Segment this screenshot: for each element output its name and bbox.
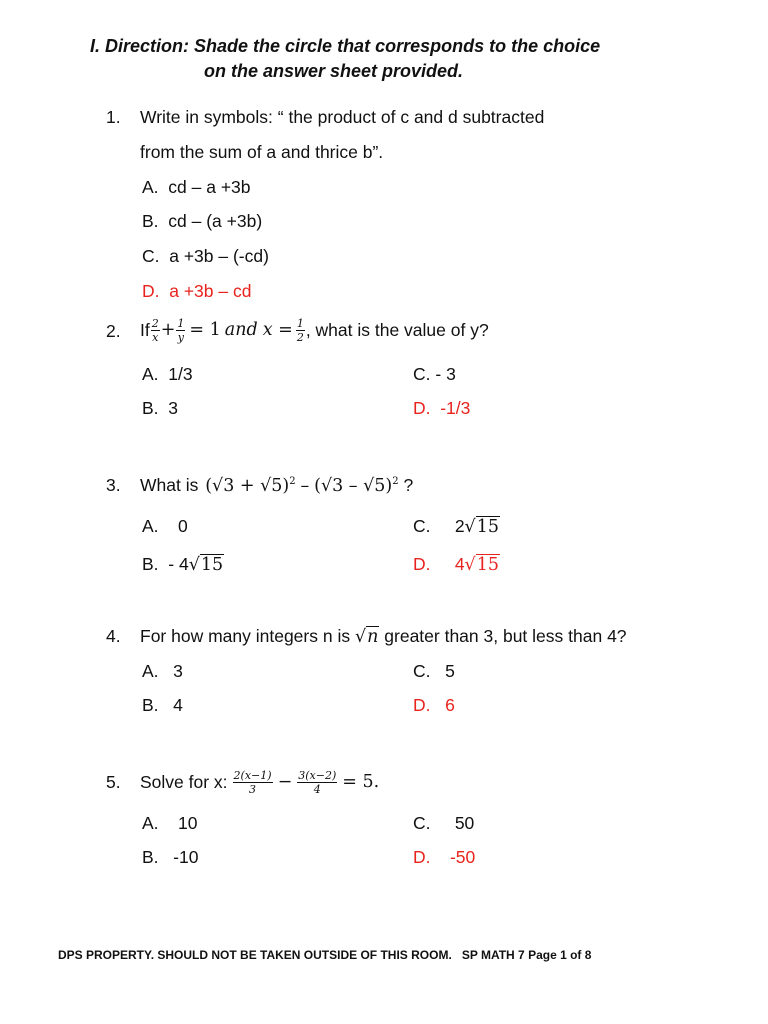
minus-sign: − <box>277 772 293 792</box>
option-text: cd – (a +3b) <box>168 211 263 231</box>
fraction-1-over-y <box>176 318 185 343</box>
square-root: √15 <box>464 555 499 575</box>
numerator: 2 <box>151 316 159 330</box>
option-letter: B. <box>142 554 159 574</box>
option-text: -1/3 <box>440 398 471 418</box>
option-d-answer <box>142 281 251 302</box>
option-letter: C. <box>413 364 431 384</box>
denominator: 3 <box>249 782 257 796</box>
denominator: x <box>152 330 159 344</box>
option-b <box>142 695 183 716</box>
equals-one: = 1 <box>189 320 221 340</box>
option-text: 1/3 <box>168 364 193 384</box>
footer-page-number: SP MATH 7 Page 1 of 8 <box>461 948 592 962</box>
question-number: 5. <box>106 772 121 792</box>
question-prefix: If <box>140 319 150 340</box>
option-letter: D. <box>142 281 160 301</box>
option-text: 3 <box>173 661 183 681</box>
question-prefix: For how many integers n is <box>140 626 351 646</box>
question-number: 4. <box>106 626 121 646</box>
question-prefix: Solve for x: <box>140 771 228 792</box>
option-d-answer <box>413 554 500 575</box>
option-a <box>142 661 183 682</box>
option-b <box>142 554 224 575</box>
minus-sign: – <box>300 476 310 496</box>
option-text: 2 <box>454 516 465 536</box>
equals-five: = 5. <box>342 772 380 792</box>
option-d-answer <box>413 695 455 716</box>
radicand: 15 <box>476 517 499 537</box>
footer-notice: DPS PROPERTY. SHOULD NOT BE TAKEN OUTSIDE OF THIS ROOM. <box>58 948 452 962</box>
square-root: √n <box>354 627 379 647</box>
direction-line-2: on the answer sheet provided. <box>204 61 464 81</box>
numerator: 2(x−1) <box>233 768 272 782</box>
option-text: - 4 <box>168 554 189 574</box>
option-text: 3 <box>168 398 179 418</box>
direction-line-1: I. Direction: Shade the circle that corresponds to the choice <box>90 36 601 56</box>
question-text <box>140 626 627 647</box>
numerator: 1 <box>296 316 304 330</box>
option-letter: B. <box>142 695 159 715</box>
square-root: √15 <box>188 555 224 575</box>
option-a <box>142 177 251 198</box>
option-c <box>413 813 474 834</box>
option-b <box>142 847 198 868</box>
option-a <box>142 813 197 834</box>
square-root: √15 <box>464 517 499 537</box>
option-b <box>142 398 178 419</box>
question-suffix: ? <box>403 475 414 495</box>
option-c <box>413 516 500 537</box>
option-text: a +3b – (-cd) <box>169 246 269 266</box>
option-text: 0 <box>178 516 188 536</box>
denominator: 4 <box>313 782 321 796</box>
option-letter: C. <box>142 246 160 266</box>
option-a <box>142 516 188 537</box>
option-c <box>413 661 455 682</box>
option-c <box>142 246 269 267</box>
option-text: a +3b – cd <box>169 281 252 301</box>
option-letter: A. <box>142 661 159 681</box>
question-suffix: , what is the value of y? <box>305 319 489 340</box>
option-d-answer <box>413 398 470 419</box>
option-text: 4 <box>173 695 183 715</box>
question-text <box>140 475 413 496</box>
question-text <box>140 313 489 347</box>
option-text: 6 <box>445 695 455 715</box>
question-text-line-1: Write in symbols: “ the product of c and d subtracted <box>140 107 545 127</box>
option-a <box>142 364 193 385</box>
question-suffix: greater than 3, but less than 4? <box>384 626 627 646</box>
option-text: - 3 <box>435 364 456 384</box>
option-b <box>142 211 262 232</box>
question-text <box>140 763 379 801</box>
expression-sum: (√3 + √5) <box>205 476 290 496</box>
fraction-2-over-x <box>151 318 160 343</box>
option-text: -50 <box>449 847 476 867</box>
option-letter: C. <box>413 813 431 833</box>
radicand: n <box>367 627 379 647</box>
option-text: -10 <box>173 847 199 867</box>
option-letter: D. <box>413 695 431 715</box>
radicand: 15 <box>476 555 499 575</box>
option-letter: A. <box>142 813 159 833</box>
expression-difference: (√3 – √5) <box>314 476 393 496</box>
option-text: 5 <box>445 661 455 681</box>
option-letter: B. <box>142 398 159 418</box>
option-c <box>413 364 456 385</box>
x-equals: x = <box>262 320 293 340</box>
exponent: 2 <box>392 476 399 488</box>
option-text: 4 <box>454 554 465 574</box>
option-letter: A. <box>142 516 159 536</box>
denominator: y <box>177 330 185 344</box>
option-text: 50 <box>454 813 475 833</box>
numerator: 3(x−2) <box>298 768 337 782</box>
option-text: 10 <box>178 813 198 833</box>
exponent: 2 <box>289 476 296 488</box>
question-text-line-2: from the sum of a and thrice b”. <box>140 142 384 162</box>
option-d-answer <box>413 847 475 868</box>
numerator: 1 <box>177 316 185 330</box>
option-text: cd – a +3b <box>168 177 251 197</box>
fraction-3x-minus-2-over-4 <box>297 770 337 795</box>
fraction-2x-minus-1-over-3 <box>233 770 273 795</box>
radicand: 15 <box>200 555 224 575</box>
option-letter: C. <box>413 516 431 536</box>
option-letter: A. <box>142 364 159 384</box>
option-letter: D. <box>413 398 431 418</box>
option-letter: D. <box>413 847 431 867</box>
question-number: 1. <box>106 107 121 127</box>
question-number: 2. <box>106 321 121 341</box>
option-letter: C. <box>413 661 431 681</box>
option-letter: A. <box>142 177 159 197</box>
question-number: 3. <box>106 475 121 495</box>
option-letter: B. <box>142 847 159 867</box>
option-letter: D. <box>413 554 431 574</box>
denominator: 2 <box>296 330 304 344</box>
and-word: and <box>224 320 258 340</box>
question-prefix: What is <box>140 475 199 495</box>
plus-sign: + <box>160 320 176 340</box>
fraction-1-over-2 <box>296 318 305 343</box>
page-footer <box>58 948 591 962</box>
option-letter: B. <box>142 211 159 231</box>
